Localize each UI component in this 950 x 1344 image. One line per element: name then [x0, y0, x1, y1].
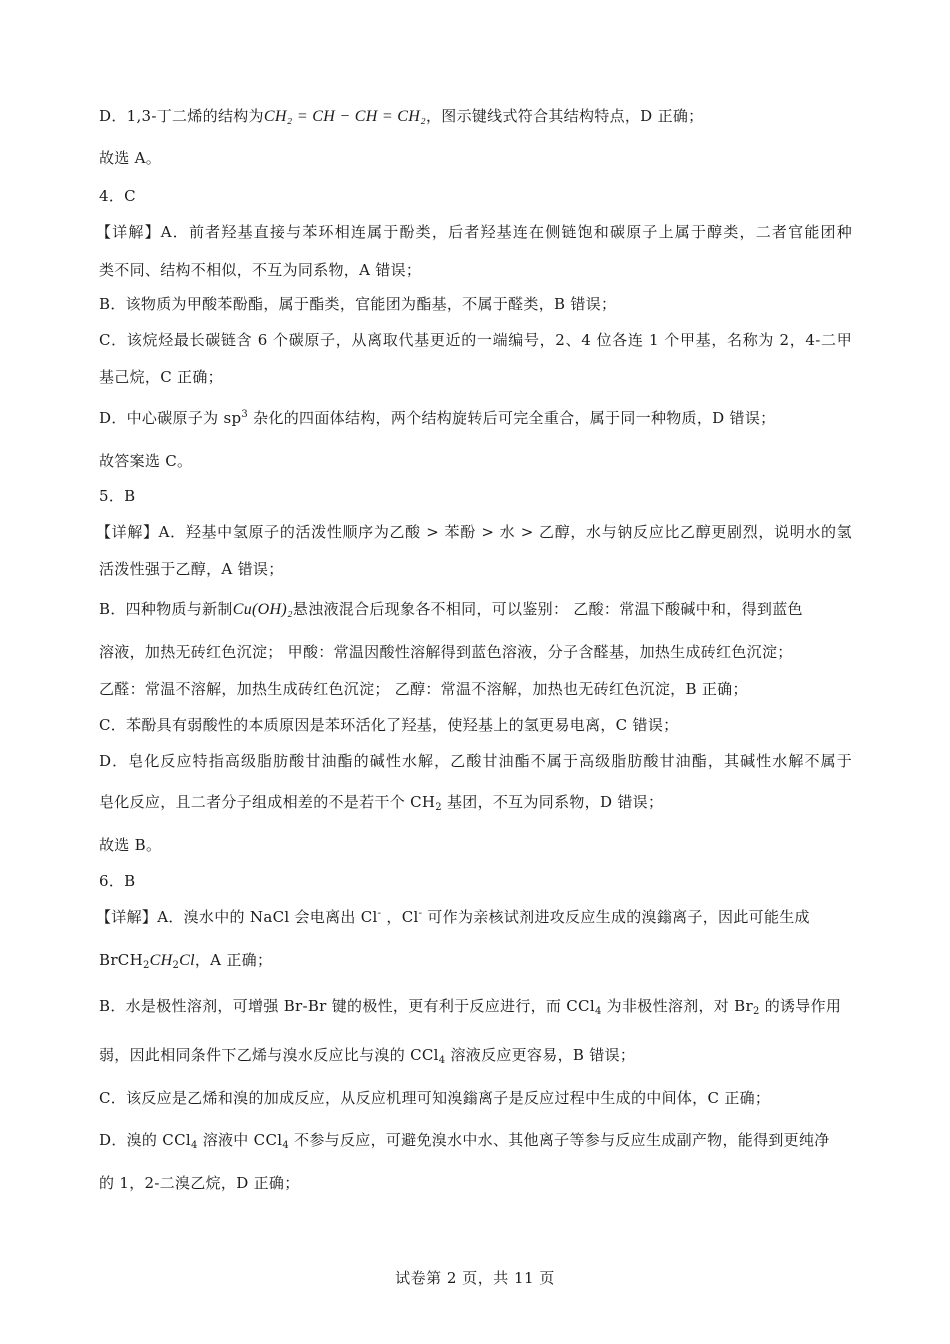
question-number: 5．B — [99, 487, 136, 505]
answer-line — [99, 106, 703, 127]
explanation-line — [99, 1045, 635, 1065]
explanation-line: 的 1，2-二溴乙烷，D 正确； — [99, 1174, 300, 1192]
subscript: 2 — [142, 960, 150, 971]
text: 弱，因此相同条件下乙烯与溴水反应比与溴的 CCl — [99, 1046, 439, 1064]
text: 为非极性溶剂，对 Br — [601, 997, 753, 1015]
explanation-line — [99, 792, 663, 812]
text: 【详解】A．溴水中的 NaCl 会电离出 Cl — [96, 908, 378, 926]
formula: CH₂ = CH − CH = CH₂ — [263, 108, 426, 125]
subscript: 2 — [172, 960, 180, 971]
text: 溶液反应更容易，B 错误； — [445, 1046, 636, 1064]
explanation-line — [99, 1130, 830, 1150]
question-number: 6．B — [99, 872, 136, 890]
text: BrCH — [99, 951, 143, 969]
explanation-line: 类不同、结构不相似，不互为同系物，A 错误； — [99, 261, 422, 279]
text: B．水是极性溶剂，可增强 Br-Br 键的极性，更有利于反应进行，而 CCl — [99, 997, 595, 1015]
explanation-line: C．该烷烃最长碳链含 6 个碳原子，从离取代基更近的一端编号，2、4 位各连 1 个甲基，名称为 2，4-二甲 — [99, 331, 852, 349]
superscript: - — [377, 908, 382, 919]
text: 溶液中 CCl — [197, 1131, 283, 1149]
text: ，图示键线式符合其结构特点，D 正确； — [425, 107, 704, 125]
explanation-line — [99, 950, 272, 971]
conclusion-line: 故选 B。 — [99, 836, 162, 854]
text: 的诱导作用 — [759, 997, 842, 1015]
page-footer: 试卷第 2 页，共 11 页 — [395, 1269, 555, 1287]
explanation-line: D．皂化反应特指高级脂肪酸甘油酯的碱性水解，乙酸甘油酯不属于高级脂肪酸甘油酯，其碱性水解不属于 — [99, 752, 852, 770]
text: D．中心碳原子为 sp — [99, 409, 242, 427]
superscript: - — [418, 908, 423, 919]
subscript: 2 — [752, 1006, 760, 1017]
subscript: 2 — [435, 802, 442, 813]
explanation-line: C．苯酚具有弱酸性的本质原因是苯环活化了羟基，使羟基上的氢更易电离，C 错误； — [99, 716, 679, 734]
formula: CH — [149, 952, 173, 969]
subscript: 4 — [594, 1006, 602, 1017]
explanation-line — [99, 408, 775, 428]
explanation-line — [96, 907, 810, 927]
text: 悬浊液混合后现象各不相同，可以鉴别： 乙酸：常温下酸碱中和，得到蓝色 — [292, 600, 803, 618]
question-number: 4．C — [99, 187, 136, 205]
explanation-line: 溶液，加热无砖红色沉淀； 甲酸：常温因酸性溶解得到蓝色溶液，分子含醛基，加热生成砖红色沉淀； — [99, 643, 793, 661]
text: D．1,3-丁二烯的结构为 — [99, 107, 264, 125]
superscript: 3 — [241, 409, 249, 420]
conclusion-line: 故选 A。 — [99, 149, 162, 167]
text: 杂化的四面体结构，两个结构旋转后可完全重合，属于同一种物质，D 错误； — [248, 409, 776, 427]
subscript: 4 — [438, 1055, 446, 1066]
text: 可作为亲核试剂进攻反应生成的溴鎓离子，因此可能生成 — [422, 908, 810, 926]
text: D．溴的 CCl — [99, 1131, 191, 1149]
explanation-line: 【详解】A．羟基中氢原子的活泼性顺序为乙酸 > 苯酚 > 水 > 乙醇，水与钠反应比乙醇更剧烈，说明水的氢 — [96, 523, 852, 541]
explanation-line: 基己烷，C 正确； — [99, 368, 223, 386]
text: ，Cl — [381, 908, 419, 926]
explanation-line: 【详解】A．前者羟基直接与苯环相连属于酚类，后者羟基连在侧链饱和碳原子上属于醇类，二者官能团种 — [96, 223, 852, 241]
conclusion-line: 故答案选 C。 — [99, 452, 193, 470]
explanation-line: 活泼性强于乙醇，A 错误； — [99, 560, 284, 578]
text: 皂化反应，且二者分子组成相差的不是若干个 CH — [99, 793, 436, 811]
subscript: 4 — [282, 1140, 289, 1151]
explanation-line: 乙醛：常温不溶解，加热生成砖红色沉淀； 乙醇：常温不溶解，加热也无砖红色沉淀，B 正确； — [99, 680, 748, 698]
formula: Cu(OH)₂ — [232, 601, 293, 618]
text: ，A 正确； — [194, 951, 273, 969]
explanation-line: C．该反应是乙烯和溴的加成反应，从反应机理可知溴鎓离子是反应过程中生成的中间体，C 正确； — [99, 1089, 771, 1107]
formula: Cl — [179, 952, 195, 969]
explanation-line — [99, 996, 841, 1016]
text: 不参与反应，可避免溴水中水、其他离子等参与反应生成副产物，能得到更纯净 — [289, 1131, 830, 1149]
explanation-line: B．该物质为甲酸苯酚酯，属于酯类，官能团为酯基，不属于醛类，B 错误； — [99, 295, 617, 313]
text: B．四种物质与新制 — [99, 600, 233, 618]
text: 基团，不互为同系物，D 错误； — [441, 793, 664, 811]
subscript: 4 — [190, 1140, 198, 1151]
explanation-line — [99, 599, 803, 620]
